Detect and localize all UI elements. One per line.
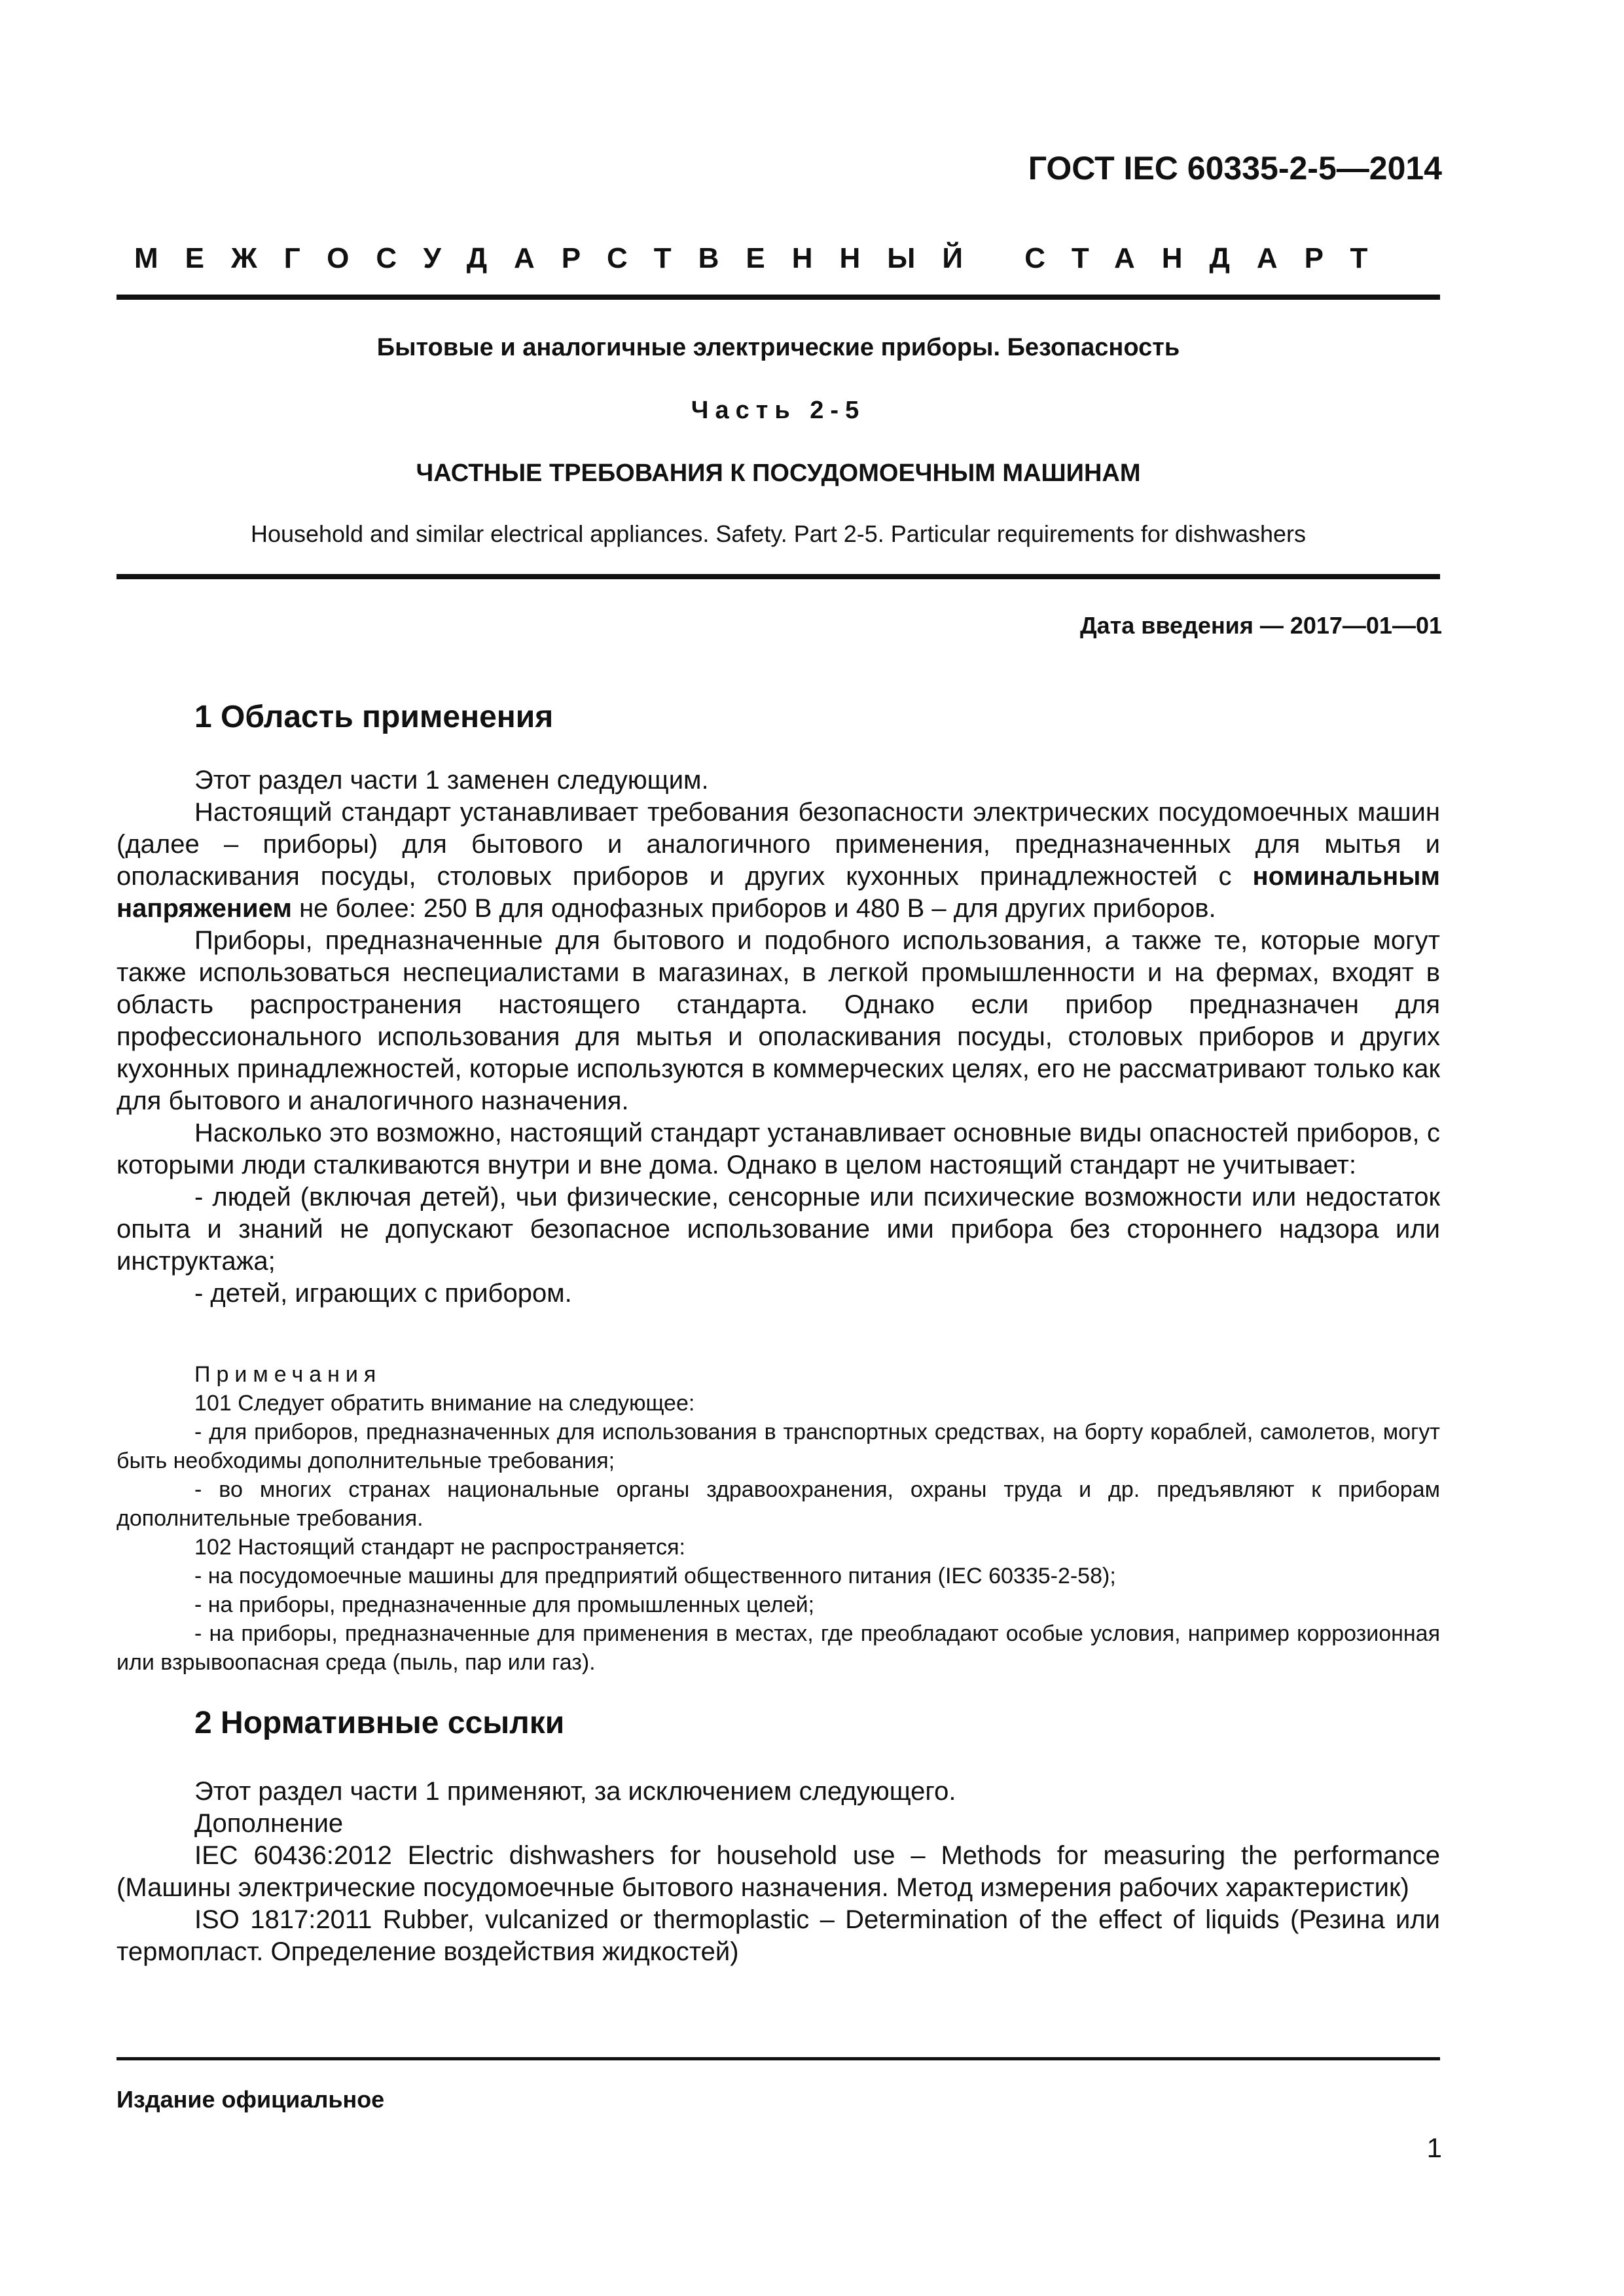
section-2-paragraph: Дополнение: [194, 1809, 344, 1838]
section-1-paragraph: Насколько это возможно, настоящий стандарт устанавливает основные виды опасностей приборов, с которыми люди сталкиваются внутри и вне дома. Однако в целом настоящий стандарт не учитывает:: [117, 1119, 1440, 1179]
notes-block: [117, 1360, 1440, 1677]
section-1-paragraph: [117, 797, 1440, 925]
note-item: - для приборов, предназначенных для использования в транспортных средствах, на борту кораблей, самолетов, могут быть необходимы дополнительные требования;: [117, 1420, 1440, 1473]
reference-item: IEC 60436:2012 Electric dishwashers for household use – Methods for measuring the performance (Машины электрические посудомоечные бытового назначения. Метод измерения рабочих характеристик): [117, 1841, 1440, 1902]
notes-label: Примечания: [194, 1362, 382, 1387]
section-1-body: [117, 764, 1440, 1310]
section-2-body: [117, 1776, 1440, 1968]
part-label: Часть 2-5: [691, 397, 866, 424]
section-1-paragraph: Приборы, предназначенные для бытового и подобного использования, а также те, которые могут также использоваться неспециалистами в магазинах, в легкой промышленности и на фермах, входят в область распространения настоящего стандарта. Однако если прибор предназначен для профессионального использования для мытья и ополаскивания посуды, столовых приборов и других кухонных принадлежностей, которые используются в коммерческих целях, его не рассматривают только как для бытового и аналогичного назначения.: [117, 926, 1440, 1115]
document-subtitle: ЧАСТНЫЕ ТРЕБОВАНИЯ К ПОСУДОМОЕЧНЫМ МАШИНАМ: [416, 459, 1141, 487]
note-item: 101 Следует обратить внимание на следующее:: [194, 1391, 695, 1416]
page-number: 1: [1426, 2132, 1442, 2163]
paragraph-text: Настоящий стандарт устанавливает требования безопасности электрических посудомоечных машин (далее – приборы) для бытового и аналогичного применения, предназначенных для мытья и ополаскивания посуды, столовых приборов и других кухонных принадлежностей с: [117, 798, 1440, 891]
note-item: - на приборы, предназначенные для применения в местах, где преобладают особые условия, например коррозионная или взрывоопасная среда (пыль, пар или газ).: [117, 1621, 1440, 1675]
section-1-paragraph: Этот раздел части 1 заменен следующим.: [194, 766, 709, 795]
note-item: 102 Настоящий стандарт не распространяется:: [194, 1535, 685, 1560]
top-rule: [117, 295, 1440, 300]
note-item: - на приборы, предназначенные для промышленных целей;: [194, 1592, 815, 1617]
section-2-heading: 2 Нормативные ссылки: [194, 1706, 565, 1740]
footer-rule: [117, 2057, 1440, 2060]
document-number: ГОСТ IEC 60335-2-5—2014: [1028, 150, 1442, 187]
paragraph-text: не более: 250 В для однофазных приборов и 480 В – для других приборов.: [291, 894, 1216, 923]
title-bottom-rule: [117, 574, 1440, 579]
reference-item: ISO 1817:2011 Rubber, vulcanized or thermoplastic – Determination of the effect of liquids (Резина или термопласт. Определение воздействия жидкостей): [117, 1905, 1440, 1966]
english-title: Household and similar electrical appliances. Safety. Part 2-5. Particular requirements for dishwashers: [250, 520, 1307, 547]
list-item: - детей, играющих с прибором.: [194, 1279, 572, 1308]
document-title: Бытовые и аналогичные электрические приборы. Безопасность: [376, 334, 1180, 361]
list-item: - людей (включая детей), чьи физические, сенсорные или психические возможности или недостаток опыта и знаний не допускают безопасное использование ими прибора без стороннего надзора или инструктажа;: [117, 1183, 1440, 1276]
term-rated-voltage: номинальным напряжением: [117, 862, 1440, 923]
note-item: - во многих странах национальные органы здравоохранения, охраны труда и др. предъявляют к приборам дополнительные требования.: [117, 1477, 1440, 1531]
introduction-date: Дата введения — 2017—01—01: [1079, 612, 1442, 639]
section-2-paragraph: Этот раздел части 1 применяют, за исключением следующего.: [194, 1777, 956, 1806]
note-item: - на посудомоечные машины для предприятий общественного питания (IEC 60335-2-58);: [194, 1564, 1116, 1588]
edition-label: Издание официальное: [117, 2086, 385, 2113]
section-1-heading: 1 Область применения: [194, 700, 554, 734]
standard-type-heading: МЕЖГОСУДАРСТВЕННЫЙ СТАНДАРТ: [134, 242, 1395, 274]
